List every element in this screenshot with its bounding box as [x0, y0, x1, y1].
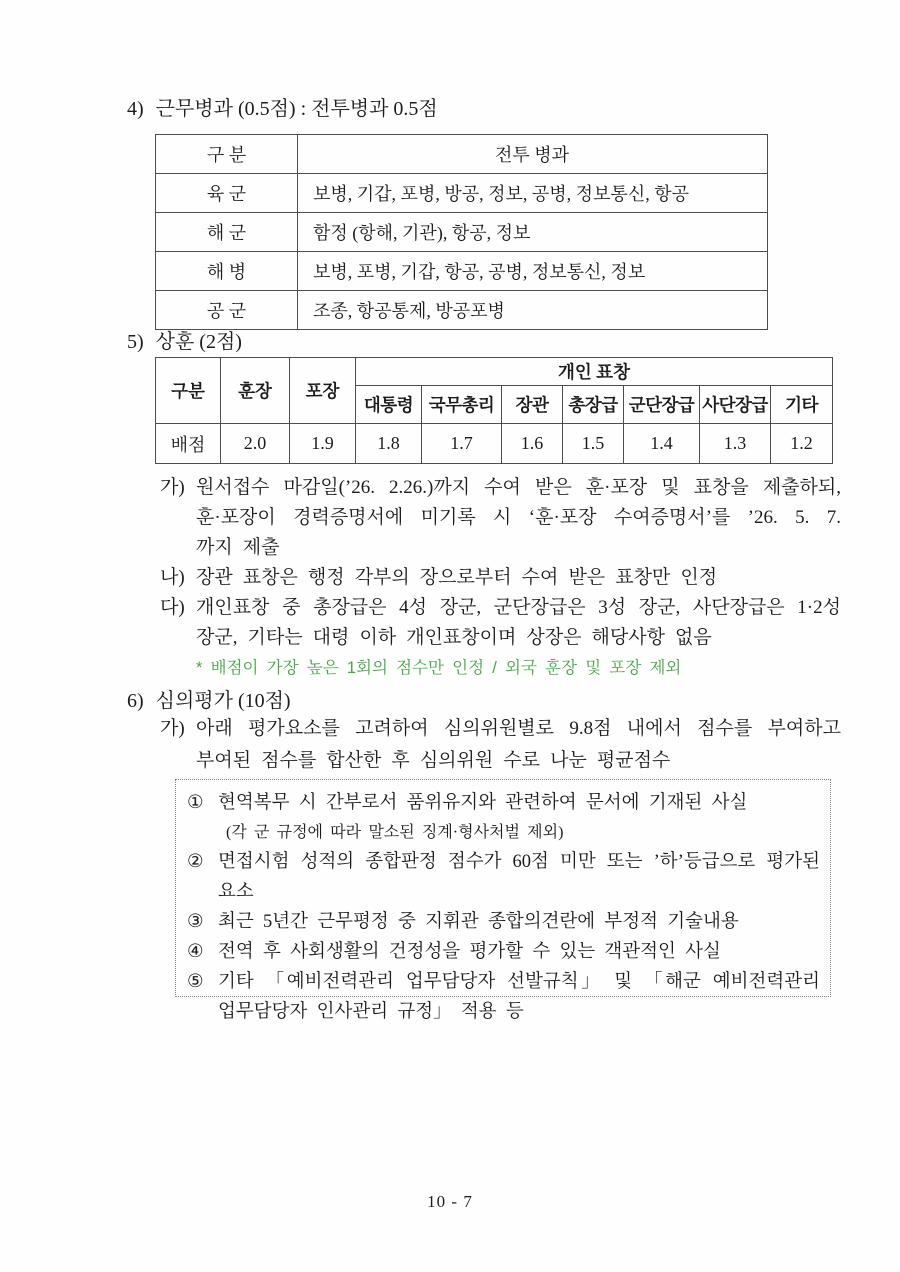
table2-score-cell: 1.7	[422, 424, 502, 464]
note-ga	[160, 473, 841, 563]
note-na	[160, 563, 841, 593]
table2-subheader: 국무총리	[422, 386, 502, 424]
note-da-label: 다)	[160, 597, 185, 618]
note-ga-line1: 원서접수 마감일(’26. 2.26.)까지 수여 받은 훈·포장 및 표창을 제출하되,	[196, 477, 841, 498]
page-number: 10 - 7	[427, 1192, 473, 1211]
note-da	[160, 593, 841, 683]
table1-row-marines	[156, 252, 768, 291]
note-da-line1: 개인표창 중 총장급은 4성 장군, 군단장급은 3성 장군, 사단장급은 1·2성	[196, 597, 841, 618]
section6-heading	[127, 684, 291, 713]
sec6-line1: 아래 평가요소를 고려하여 심의위원별로 9.8점 내에서 점수를 부여하고	[196, 718, 841, 739]
table2-score-cell: 1.6	[502, 424, 563, 464]
table1-cell-label: 공 군	[156, 291, 298, 330]
criteria-item-4	[187, 937, 820, 967]
table2-header-group-individual-citation: 개인 표창	[356, 358, 833, 386]
section5-number: 5)	[127, 331, 144, 353]
note-ga-line2: 훈·포장이 경력증명서에 미기록 시 ‘훈·포장 수여증명서’를 ’26. 5. 7.	[196, 507, 841, 528]
note-da-line2: 장군, 기타는 대령 이하 개인표창이며 상장은 해당사항 없음	[196, 627, 712, 648]
table2-score-cell: 1.8	[356, 424, 422, 464]
note-ga-sec6	[160, 713, 841, 777]
table2-score-cell: 1.3	[700, 424, 771, 464]
table1-cell-value: 보병, 기갑, 포병, 방공, 정보, 공병, 정보통신, 항공	[298, 174, 768, 213]
criteria-item-3	[187, 907, 820, 937]
table1-row-army	[156, 174, 768, 213]
section5-heading	[127, 325, 242, 354]
table1-row-navy	[156, 213, 768, 252]
criteria-item-5	[187, 967, 820, 1027]
table2-score-cell: 2.0	[221, 424, 290, 464]
table1-cell-value: 조종, 항공통제, 방공포병	[298, 291, 768, 330]
circled-1-marker: ①	[187, 793, 204, 813]
note-na-label: 나)	[160, 567, 185, 588]
section4-number: 4)	[127, 98, 144, 120]
evaluation-criteria-box	[175, 779, 831, 1022]
table2-header-row1	[156, 358, 833, 386]
section6-title: 심의평가 (10점)	[155, 690, 291, 712]
awards-score-table	[155, 357, 833, 464]
criteria-5-text-line1: 기타 「예비전력관리 업무담당자 선발규칙」 및 「해군 예비전력관리	[218, 972, 820, 992]
circled-3-marker: ③	[187, 912, 204, 932]
criteria-3-text: 최근 5년간 근무평정 중 지휘관 종합의견란에 부정적 기술내용	[218, 912, 739, 932]
circled-4-marker: ④	[187, 942, 204, 962]
note-na-line1: 장관 표창은 행정 각부의 장으로부터 수여 받은 표창만 인정	[196, 567, 718, 588]
section4-heading	[127, 92, 438, 121]
table1-header-row	[156, 135, 768, 174]
table2-score-row	[156, 424, 833, 464]
section5-title: 상훈 (2점)	[155, 331, 242, 353]
table2-score-cell: 1.9	[290, 424, 356, 464]
criteria-1-subtext: (각 군 규정에 따라 말소된 징계·형사처벌 제외)	[226, 824, 564, 841]
table2-subheader: 사단장급	[700, 386, 771, 424]
criteria-item-1	[187, 788, 820, 847]
circled-5-marker: ⑤	[187, 972, 204, 992]
table2-score-cell: 1.2	[771, 424, 833, 464]
table2-subheader: 군단장급	[624, 386, 700, 424]
criteria-item-2	[187, 847, 820, 907]
combat-branch-table	[155, 134, 768, 330]
section4-title: 근무병과 (0.5점) : 전투병과 0.5점	[155, 98, 438, 120]
circled-2-marker: ②	[187, 852, 204, 872]
note-ga-label: 가)	[160, 477, 185, 498]
note-ga-sec6-label: 가)	[160, 718, 185, 739]
criteria-5-text-line2: 업무담당자 인사관리 규정」 적용 등	[218, 1002, 524, 1022]
table2-row-label: 배점	[156, 424, 221, 464]
table2-header-pojang: 포장	[290, 358, 356, 424]
table2-header-hunjang: 훈장	[221, 358, 290, 424]
table1-cell-value: 함정 (항해, 기관), 항공, 정보	[298, 213, 768, 252]
table2-score-cell: 1.4	[624, 424, 700, 464]
table2-subheader: 대통령	[356, 386, 422, 424]
table1-cell-label: 육 군	[156, 174, 298, 213]
award-notes	[160, 473, 841, 683]
criteria-4-text: 전역 후 사회생활의 건정성을 평가할 수 있는 객관적인 사실	[218, 942, 721, 962]
table1-cell-value: 보병, 포병, 기갑, 항공, 공병, 정보통신, 정보	[298, 252, 768, 291]
note-ga-line3: 까지 제출	[196, 537, 280, 558]
deliberation-note	[160, 713, 841, 777]
table2-score-cell: 1.5	[563, 424, 624, 464]
section6-number: 6)	[127, 690, 144, 712]
table2-subheader: 기타	[771, 386, 833, 424]
table1-cell-label: 해 군	[156, 213, 298, 252]
table2-subheader: 장관	[502, 386, 563, 424]
table2-header-gubun: 구분	[156, 358, 221, 424]
table1-header-gubun: 구 분	[156, 135, 298, 174]
sec6-line2: 부여된 점수를 합산한 후 심의위원 수로 나눈 평균점수	[196, 750, 671, 771]
green-asterisk-note: * 배점이 가장 높은 1회의 점수만 인정 / 외국 훈장 및 포장 제외	[196, 659, 682, 677]
table1-cell-label: 해 병	[156, 252, 298, 291]
table2-subheader: 총장급	[563, 386, 624, 424]
table1-header-branch: 전투 병과	[298, 135, 768, 174]
table1-row-airforce	[156, 291, 768, 330]
criteria-1-text: 현역복무 시 간부로서 품위유지와 관련하여 문서에 기재된 사실	[218, 793, 748, 813]
criteria-2-text: 면접시험 성적의 종합판정 점수가 60점 미만 또는 ’하’등급으로 평가된 요소	[218, 852, 820, 902]
